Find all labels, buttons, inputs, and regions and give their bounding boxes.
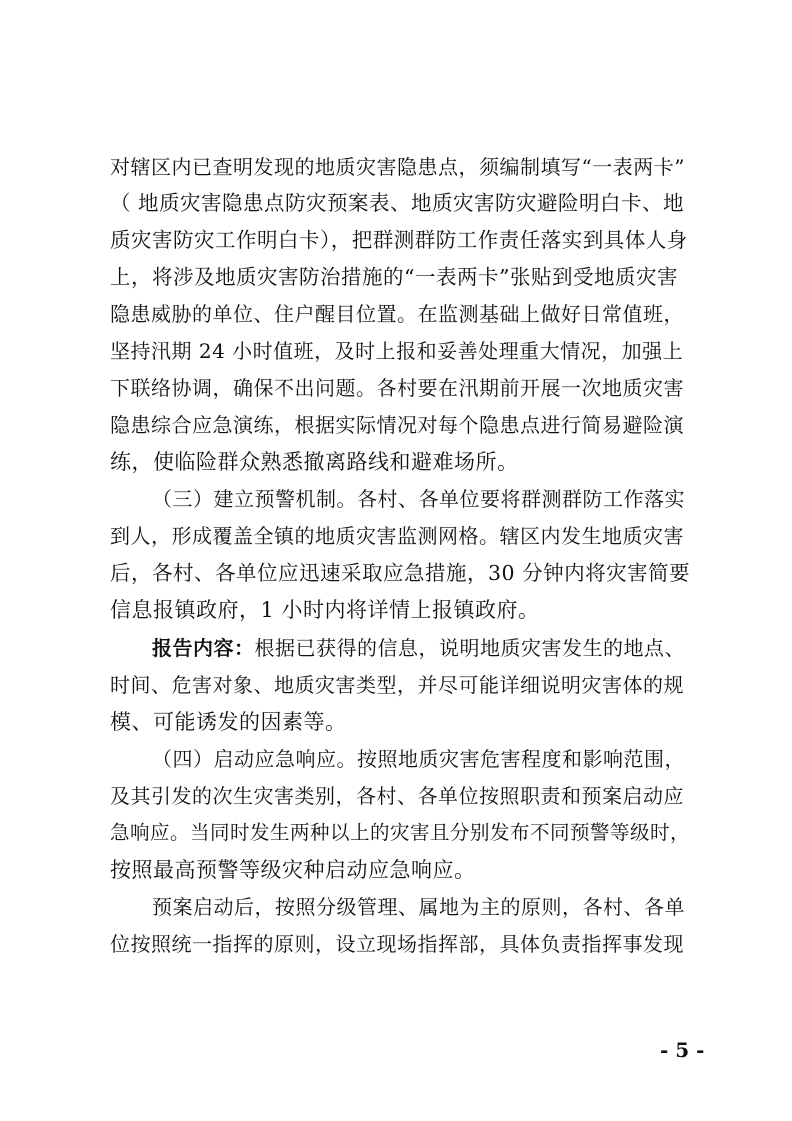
report-content-text: 根据已获得的信息，说明地质灾害发生的地点、 [254,636,685,660]
paragraph-line: 下联络协调，确保不出问题。各村要在汛期前开展一次地质灾害 [110,376,684,400]
section-heading-line: （四）启动应急响应。按照地质灾害危害程度和影响范围， [152,747,685,771]
paragraph-line: 急响应。当同时发生两种以上的灾害且分别发布不同预警等级时， [110,821,691,844]
paragraph-line: 模、可能诱发的因素等。 [110,710,347,734]
paragraph-line: 到人，形成覆盖全镇的地质灾害监测网格。辖区内发生地质灾害 [110,524,684,548]
paragraph-line: 及其引发的次生灾害类别，各村、各单位按照职责和预案启动应 [110,784,684,808]
paragraph-line: 后，各村、各单位应迅速采取应急措施，30 分钟内将灾害简要 [110,561,691,585]
paragraph-line: 质灾害防灾工作明白卡），把群测群防工作责任落实到具体人身 [110,228,688,252]
paragraph-line: 位按照统一指挥的原则，设立现场指挥部，具体负责指挥事发现 [110,932,684,956]
report-content-line [152,633,690,663]
paragraph-line: 隐患威胁的单位、住户醒目位置。在监测基础上做好日常值班， [110,302,684,326]
paragraph-line: 按照最高预警等级灾种启动应急响应。 [110,858,476,882]
report-content-label: 报告内容： [152,636,255,660]
paragraph-line: 时间、危害对象、地质灾害类型，并尽可能详细说明灾害体的规 [110,673,684,697]
paragraph-line: （ 地质灾害隐患点防灾预案表、地质灾害防灾避险明白卡、地 [110,191,685,215]
paragraph-line: 隐患综合应急演练，根据实际情况对每个隐患点进行简易避险演 [110,413,684,437]
paragraph-line: 对辖区内已查明发现的地质灾害隐患点，须编制填写“一表两卡” [110,155,685,179]
paragraph-line: 练，使临险群众熟悉撤离路线和避难场所。 [110,450,519,474]
paragraph-line: 坚持汛期 24 小时值班，及时上报和妥善处理重大情况，加强上 [110,339,684,363]
page-number: - 5 - [660,1038,705,1062]
paragraph-line: 上，将涉及地质灾害防治措施的“一表两卡”张贴到受地质灾害 [110,265,678,289]
section-heading-line: （三）建立预警机制。各村、各单位要将群测群防工作落实 [152,487,685,511]
paragraph-line: 预案启动后，按照分级管理、属地为主的原则，各村、各单 [152,895,685,919]
paragraph-line: 信息报镇政府，1 小时内将详情上报镇政府。 [110,598,540,622]
